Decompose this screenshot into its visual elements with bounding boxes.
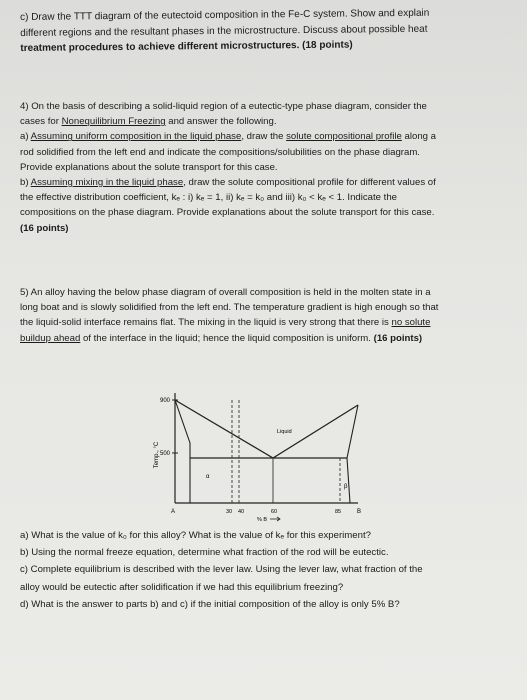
- part-a: a) What is the value of k₀ for this alloy? What is the value of kₑ for this experiment?: [20, 530, 371, 541]
- x-tick-label: 30: [225, 509, 233, 515]
- question-4a: [20, 129, 512, 144]
- text-span: and answer the following.: [165, 116, 277, 128]
- question-4a-line: rod solidified from the left end and indicate the compositions/solubilities on the phase diagram.: [20, 146, 420, 158]
- x-tick-label: 60: [270, 509, 278, 515]
- text-span: , draw the: [241, 131, 287, 143]
- question-4a-line: Provide explanations about the solute transport for this case.: [20, 161, 278, 173]
- question-4b: [20, 175, 512, 190]
- question-5-line: [20, 331, 512, 346]
- x-tick-label: 85: [334, 509, 342, 515]
- question-4-intro: [20, 114, 512, 129]
- solidus-right: [347, 405, 358, 503]
- liquidus-line: [175, 400, 358, 458]
- phase-diagram: [130, 385, 390, 525]
- question-5-points: (16 points): [373, 332, 423, 344]
- text-span: of the interface in the liquid; hence the liquid composition is uniform.: [80, 332, 371, 344]
- text-span: cases for: [20, 116, 62, 128]
- question-5-parts: [20, 527, 512, 613]
- underlined-phrase: buildup ahead: [20, 332, 81, 344]
- text-span: b): [20, 177, 31, 189]
- question-c-line: treatment procedures to achieve different microstructures. (18 points): [20, 39, 353, 54]
- alpha-phase-label: α: [206, 474, 210, 480]
- question-5-line: [20, 315, 512, 330]
- text-span: along a: [401, 131, 436, 143]
- question-4b-line: compositions on the phase diagram. Provide explanations about the solute transport for this case.: [20, 207, 435, 219]
- underlined-phrase: no solute: [391, 317, 431, 329]
- y-tick-label: 500: [159, 451, 170, 457]
- part-c-line: alloy would be eutectic after solidification if we had this equilibrium freezing?: [20, 581, 344, 593]
- underlined-phrase: Assuming uniform composition in the liquid phase: [30, 131, 242, 143]
- question-5-line: 5) An alloy having the below phase diagram of overall composition is held in the molten state in a: [20, 287, 431, 298]
- question-c: [20, 5, 512, 57]
- part-d: d) What is the answer to parts b) and c) if the initial composition of the alloy is only 5% B?: [20, 598, 400, 610]
- question-5: [20, 285, 512, 346]
- part-c: c) Complete equilibrium is described with the lever law. Using the lever law, what fraction of the: [20, 564, 423, 576]
- beta-phase-label: β: [344, 484, 348, 490]
- question-4b-line: the effective distribution coefficient, kₑ : i) kₑ = 1, ii) kₑ = k₀ and iii) k₀ < kₑ < 1. Indicate the: [20, 192, 398, 204]
- underlined-phrase: Assuming mixing in the liquid phase: [30, 177, 184, 189]
- x-tick-label: 40: [237, 509, 245, 515]
- liquid-region-label: Liquid: [277, 429, 292, 435]
- x-axis-label: % B: [256, 517, 268, 523]
- text-span: a): [20, 131, 31, 143]
- underlined-phrase: solute compositional profile: [286, 131, 402, 143]
- y-axis-label: Temp., °C: [154, 441, 160, 469]
- question-c-line: different regions and the resultant phases in the microstructure. Discuss about possible heat: [20, 23, 428, 39]
- text-span: the liquid-solid interface remains flat. The mixing in the liquid is very strong that there is: [20, 317, 392, 329]
- underlined-phrase: Nonequilibrium Freezing: [61, 116, 166, 128]
- question-5-line: long boat and is slowly solidified from the left end. The temperature gradient is high enough so that: [20, 302, 439, 314]
- y-tick-label: 900: [159, 398, 170, 404]
- question-c-line: c) Draw the TTT diagram of the eutectoid composition in the Fe-C system. Show and explain: [20, 7, 430, 23]
- x-tick-label: A: [170, 509, 176, 515]
- x-tick-label: B: [356, 509, 362, 515]
- question-4-points: (16 points): [20, 222, 69, 234]
- question-4-intro: 4) On the basis of describing a solid-liquid region of a eutectic-type phase diagram, consider the: [20, 101, 427, 112]
- part-b: b) Using the normal freeze equation, determine what fraction of the rod will be eutectic.: [20, 547, 389, 559]
- text-span: , draw the solute compositional profile for different values of: [183, 177, 436, 189]
- solidus-left: [175, 400, 190, 503]
- question-4: [20, 99, 512, 236]
